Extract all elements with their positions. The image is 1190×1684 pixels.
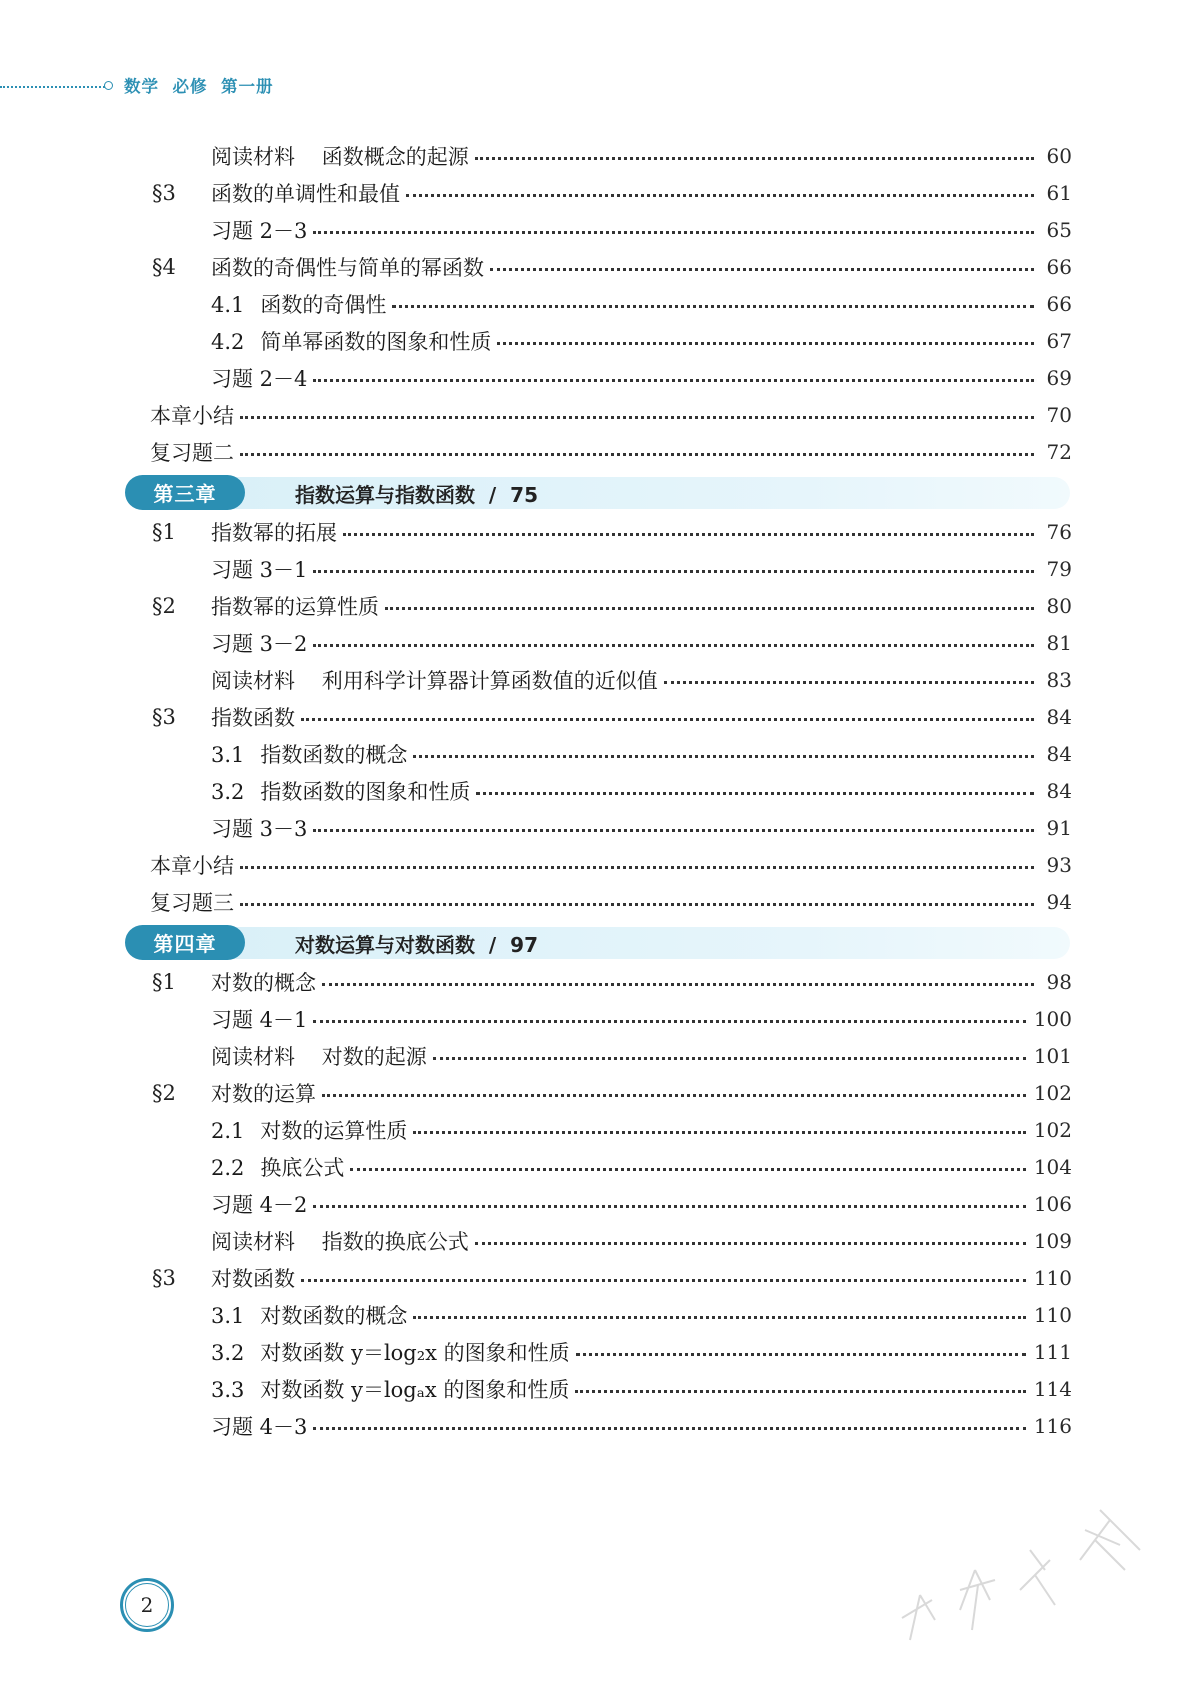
toc-entry-body <box>211 178 1072 208</box>
toc-entry-title <box>211 702 295 732</box>
toc-entry[interactable] <box>0 1221 1190 1261</box>
toc-entry[interactable] <box>0 999 1190 1039</box>
toc-entry-text: 指数函数的图象和性质 <box>260 780 471 804</box>
toc-entry-text: 对数的概念 <box>211 971 316 995</box>
toc-entry-body <box>211 1041 1072 1071</box>
toc-entry-title <box>211 739 407 769</box>
toc-entry-title <box>211 1300 407 1330</box>
toc-page-number: 70 <box>1046 403 1072 427</box>
toc-entry[interactable] <box>0 1110 1190 1150</box>
toc-page-number: 76 <box>1046 520 1072 544</box>
toc-entry-body <box>211 591 1072 621</box>
page-number-badge <box>120 1578 174 1632</box>
dot-leader <box>240 453 1034 456</box>
toc-entry-body <box>211 1004 1072 1034</box>
toc-page-number: 109 <box>1033 1229 1072 1253</box>
toc-entry-title <box>211 628 307 658</box>
toc-entry-title <box>211 813 307 843</box>
toc-entry[interactable] <box>0 1369 1190 1409</box>
toc-entry-body <box>211 1115 1072 1145</box>
subsection-number: 3.3 <box>211 1378 245 1402</box>
toc-entry-text: 习题 3－2 <box>211 632 308 656</box>
dot-leader <box>350 1168 1025 1171</box>
toc-entry[interactable] <box>0 358 1190 398</box>
toc-entry[interactable] <box>0 247 1190 287</box>
toc-entry-body <box>211 554 1072 584</box>
toc-entry-body <box>211 967 1072 997</box>
toc-page-number: 93 <box>1046 853 1072 877</box>
toc-page-number: 72 <box>1046 440 1072 464</box>
toc-entry-body <box>150 437 1072 467</box>
toc-entry-text: 指数幂的运算性质 <box>211 595 379 619</box>
toc-entry-title <box>211 1041 427 1071</box>
toc-entry-title <box>150 850 234 880</box>
toc-entry[interactable] <box>0 284 1190 324</box>
toc-page-number: 110 <box>1033 1303 1072 1327</box>
section-mark: §3 <box>152 705 176 729</box>
toc-entry-title <box>211 1004 307 1034</box>
toc-entry-text: 对数的运算 <box>211 1082 316 1106</box>
section-mark: §2 <box>152 1081 176 1105</box>
toc-page-number: 102 <box>1033 1118 1072 1142</box>
toc-entry-body <box>211 776 1072 806</box>
toc-page-number: 84 <box>1046 779 1072 803</box>
toc-entry-text: 习题 2－4 <box>211 367 308 391</box>
toc-entry[interactable] <box>0 660 1190 700</box>
toc-entry-text: 简单幂函数的图象和性质 <box>260 330 492 354</box>
toc-entry[interactable] <box>0 395 1190 435</box>
publisher-watermark <box>880 1500 1180 1650</box>
dot-leader <box>313 231 1034 234</box>
dot-leader <box>392 305 1034 308</box>
dot-leader <box>313 1020 1025 1023</box>
toc-entry-text: 对数函数 y＝log₂x 的图象和性质 <box>260 1341 570 1365</box>
header-dotted-rule <box>0 86 108 88</box>
page-number: 2 <box>125 1583 169 1627</box>
toc-entry[interactable] <box>0 734 1190 774</box>
toc-entry[interactable] <box>0 432 1190 472</box>
toc-entry[interactable] <box>0 1332 1190 1372</box>
toc-entry-text: 对数的运算性质 <box>260 1119 408 1143</box>
toc-entry[interactable] <box>0 845 1190 885</box>
dot-leader <box>497 342 1034 345</box>
toc-entry-title <box>211 591 379 621</box>
toc-entry-body <box>211 739 1072 769</box>
dot-leader <box>313 570 1034 573</box>
chapter-label: 第三章 <box>125 475 245 510</box>
toc-entry-body <box>211 141 1072 171</box>
toc-entry-body <box>211 628 1072 658</box>
subsection-number: 3.2 <box>211 1341 245 1365</box>
dot-leader <box>322 1094 1026 1097</box>
header-ring-ornament <box>104 81 113 90</box>
toc-entry-title <box>211 517 337 547</box>
toc-entry[interactable] <box>0 1295 1190 1335</box>
toc-entry[interactable] <box>0 962 1190 1002</box>
toc-entry-body <box>211 665 1072 695</box>
toc-entry-text: 习题 4－1 <box>211 1008 308 1032</box>
toc-page-number: 83 <box>1046 668 1072 692</box>
subsection-number: 3.1 <box>211 743 245 767</box>
toc-entry-text: 阅读材料 函数概念的起源 <box>211 145 469 169</box>
toc-page-number: 101 <box>1033 1044 1072 1068</box>
toc-page-number: 84 <box>1046 742 1072 766</box>
toc-entry[interactable] <box>0 136 1190 176</box>
toc-page-number: 65 <box>1046 218 1072 242</box>
toc-entry-title <box>211 1337 570 1367</box>
toc-entry[interactable] <box>0 1073 1190 1113</box>
toc-entry-text: 对数函数 <box>211 1267 295 1291</box>
dot-leader <box>576 1353 1026 1356</box>
dot-leader <box>313 1427 1025 1430</box>
toc-page-number: 104 <box>1033 1155 1072 1179</box>
section-mark: §3 <box>152 1266 176 1290</box>
toc-page-number: 91 <box>1046 816 1072 840</box>
toc-entry[interactable] <box>0 697 1190 737</box>
toc-entry-body <box>211 1411 1072 1441</box>
toc-page-number: 114 <box>1033 1377 1072 1401</box>
dot-leader <box>343 533 1034 536</box>
toc-entry-text: 指数函数的概念 <box>260 743 408 767</box>
dot-leader <box>301 1279 1026 1282</box>
toc-entry-body <box>211 517 1072 547</box>
section-mark: §4 <box>152 255 176 279</box>
toc-entry-title <box>211 1189 307 1219</box>
dot-leader <box>385 607 1034 610</box>
toc-entry-body <box>211 252 1072 282</box>
toc-entry-text: 习题 4－3 <box>211 1415 308 1439</box>
toc-entry-text: 阅读材料 指数的换底公式 <box>211 1230 469 1254</box>
subsection-number: 2.1 <box>211 1119 245 1143</box>
book-title: 数学 必修 第一册 <box>124 77 274 96</box>
toc-entry-body <box>211 1263 1072 1293</box>
toc-entry-text: 指数幂的拓展 <box>211 521 337 545</box>
dot-leader <box>413 755 1034 758</box>
toc-entry-title <box>211 1152 344 1182</box>
toc-page-number: 80 <box>1046 594 1072 618</box>
dot-leader <box>313 1205 1025 1208</box>
toc-page-number: 66 <box>1046 255 1072 279</box>
dot-leader <box>664 681 1034 684</box>
toc-entry-title <box>211 326 491 356</box>
dot-leader <box>475 1242 1026 1245</box>
dot-leader <box>413 1131 1025 1134</box>
toc-page-number: 61 <box>1046 181 1072 205</box>
subsection-number: 3.1 <box>211 1304 245 1328</box>
toc-entry-body <box>211 1374 1072 1404</box>
toc-entry-text: 习题 3－1 <box>211 558 308 582</box>
toc-page-number: 84 <box>1046 705 1072 729</box>
toc-entry[interactable] <box>0 586 1190 626</box>
subsection-number: 3.2 <box>211 780 245 804</box>
toc-entry-text: 函数的单调性和最值 <box>211 182 400 206</box>
toc-page-number: 67 <box>1046 329 1072 353</box>
toc-entry-title <box>211 776 470 806</box>
toc-entry[interactable] <box>0 1184 1190 1224</box>
running-header <box>0 68 420 96</box>
dot-leader <box>490 268 1034 271</box>
chapter-title: 对数运算与对数函数 / 97 <box>295 933 538 957</box>
toc-entry[interactable] <box>0 808 1190 848</box>
toc-page-number: 106 <box>1033 1192 1072 1216</box>
section-mark: §1 <box>152 520 176 544</box>
toc-entry-text: 阅读材料 利用科学计算器计算函数值的近似值 <box>211 669 658 693</box>
toc-entry-title <box>150 400 234 430</box>
toc-entry[interactable] <box>0 1258 1190 1298</box>
toc-entry[interactable] <box>0 512 1190 552</box>
toc-entry[interactable] <box>0 1147 1190 1187</box>
dot-leader <box>313 379 1034 382</box>
toc-page-number: 81 <box>1046 631 1072 655</box>
toc-entry[interactable] <box>0 623 1190 663</box>
toc-entry-title <box>211 289 386 319</box>
toc-page-number: 102 <box>1033 1081 1072 1105</box>
toc-entry-title <box>211 554 307 584</box>
toc-entry-title <box>211 178 400 208</box>
toc-entry-body <box>211 1189 1072 1219</box>
toc-entry-title <box>211 215 307 245</box>
toc-entry[interactable] <box>0 549 1190 589</box>
toc-entry-text: 函数的奇偶性 <box>260 293 387 317</box>
toc-entry-text: 换底公式 <box>260 1156 345 1180</box>
toc-page-number: 79 <box>1046 557 1072 581</box>
toc-entry-text: 对数函数的概念 <box>260 1304 408 1328</box>
toc-entry-body <box>211 1078 1072 1108</box>
toc-entry-title <box>150 887 234 917</box>
chapter-label: 第四章 <box>125 925 245 960</box>
toc-entry[interactable] <box>0 771 1190 811</box>
toc-entry-text: 函数的奇偶性与简单的幂函数 <box>211 256 484 280</box>
dot-leader <box>433 1057 1026 1060</box>
toc-entry-body <box>211 702 1072 732</box>
toc-entry-title <box>211 363 307 393</box>
toc-entry-body <box>211 1337 1072 1367</box>
toc-entry-text: 习题 4－2 <box>211 1193 308 1217</box>
toc-page-number: 94 <box>1046 890 1072 914</box>
toc-entry[interactable] <box>0 173 1190 213</box>
toc-entry-title <box>211 967 316 997</box>
toc-entry-text: 本章小结 <box>150 854 234 878</box>
dot-leader <box>240 866 1034 869</box>
toc-entry-text: 阅读材料 对数的起源 <box>211 1045 427 1069</box>
toc-page-number: 98 <box>1046 970 1072 994</box>
dot-leader <box>476 792 1034 795</box>
dot-leader <box>406 194 1034 197</box>
toc-entry-body <box>211 1226 1072 1256</box>
toc-entry-body <box>150 400 1072 430</box>
toc-entry-body <box>211 215 1072 245</box>
section-mark: §3 <box>152 181 176 205</box>
toc-entry-text: 复习题二 <box>150 441 234 465</box>
toc-entry-body <box>211 1152 1072 1182</box>
toc-entry-title <box>211 252 484 282</box>
dot-leader <box>301 718 1034 721</box>
toc-page-number: 110 <box>1033 1266 1072 1290</box>
toc-entry-text: 对数函数 y＝logₐx 的图象和性质 <box>260 1378 570 1402</box>
dot-leader <box>313 829 1034 832</box>
toc-page-number: 100 <box>1033 1007 1072 1031</box>
toc-entry-text: 指数函数 <box>211 706 295 730</box>
toc-entry-text: 本章小结 <box>150 404 234 428</box>
toc-entry-body <box>211 1300 1072 1330</box>
toc-entry-body <box>150 887 1072 917</box>
toc-entry-title <box>211 665 658 695</box>
toc-entry[interactable] <box>0 1406 1190 1446</box>
toc-entry-text: 习题 2－3 <box>211 219 308 243</box>
toc-entry-title <box>211 1411 307 1441</box>
toc-entry[interactable] <box>0 882 1190 922</box>
toc-page-number: 69 <box>1046 366 1072 390</box>
toc-entry[interactable] <box>0 1036 1190 1076</box>
toc-entry-title <box>211 1115 407 1145</box>
toc-page-number: 116 <box>1033 1414 1072 1438</box>
toc-entry[interactable] <box>0 210 1190 250</box>
toc-entry-title <box>211 1263 295 1293</box>
toc-page-number: 60 <box>1046 144 1072 168</box>
chapter-heading[interactable] <box>125 925 1070 959</box>
dot-leader <box>240 903 1034 906</box>
toc-entry-body <box>211 289 1072 319</box>
subsection-number: 4.1 <box>211 293 245 317</box>
toc-entry-body <box>211 326 1072 356</box>
dot-leader <box>313 644 1034 647</box>
dot-leader <box>475 157 1034 160</box>
toc-entry-title <box>211 1078 316 1108</box>
dot-leader <box>322 983 1034 986</box>
subsection-number: 2.2 <box>211 1156 245 1180</box>
toc-entry-body <box>150 850 1072 880</box>
toc-entry-text: 习题 3－3 <box>211 817 308 841</box>
section-mark: §1 <box>152 970 176 994</box>
toc-page-number: 66 <box>1046 292 1072 316</box>
toc-page-number: 111 <box>1033 1340 1072 1364</box>
toc-entry-title <box>211 1226 469 1256</box>
toc-entry-body <box>211 363 1072 393</box>
dot-leader <box>240 416 1034 419</box>
toc-entry-title <box>211 1374 569 1404</box>
section-mark: §2 <box>152 594 176 618</box>
toc-entry-title <box>150 437 234 467</box>
chapter-heading[interactable] <box>125 475 1070 509</box>
toc-entry-text: 复习题三 <box>150 891 234 915</box>
chapter-title: 指数运算与指数函数 / 75 <box>295 483 538 507</box>
subsection-number: 4.2 <box>211 330 245 354</box>
toc-entry-title <box>211 141 469 171</box>
toc-entry-body <box>211 813 1072 843</box>
toc-entry[interactable] <box>0 321 1190 361</box>
dot-leader <box>413 1316 1025 1319</box>
dot-leader <box>575 1390 1025 1393</box>
